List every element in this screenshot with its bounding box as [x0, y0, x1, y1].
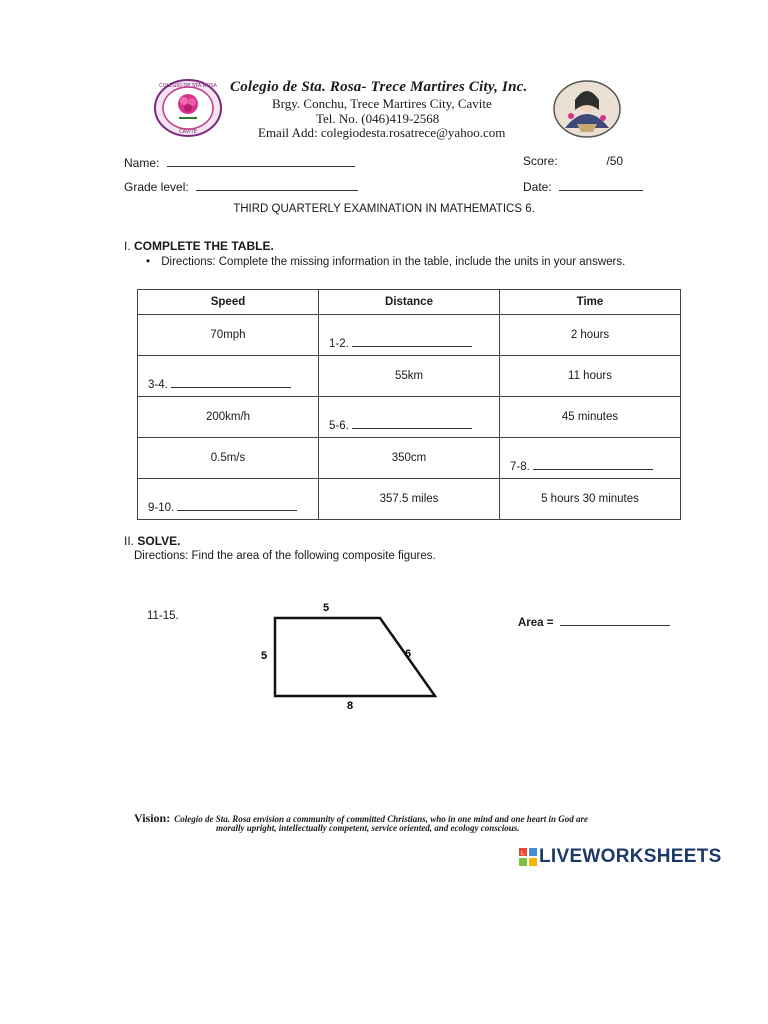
item-label: 7-8.: [510, 461, 530, 473]
item-label: 3-4.: [148, 379, 168, 391]
table-row: [138, 438, 681, 479]
cell-time-3: 45 minutes: [500, 397, 681, 438]
problem-number: 11-15.: [147, 610, 179, 622]
liveworksheets-logo-icon: [519, 848, 537, 866]
vision-line1: Colegio de Sta. Rosa envision a community of committed Christians, who in one mind and one heart in God are: [174, 814, 589, 824]
label-slant: 6: [405, 648, 412, 660]
section1-number: I.: [124, 239, 131, 253]
cell-time-2: 11 hours: [500, 356, 681, 397]
date-field: [523, 178, 643, 194]
school-email: Email Add: colegiodesta.rosatrece@yahoo.com: [258, 125, 506, 140]
cell-speed-5: [138, 479, 319, 520]
cell-distance-2: 55km: [319, 356, 500, 397]
section2-heading: [124, 534, 180, 548]
logo-text-top: COLEGIO DE STA ROSA: [159, 83, 217, 89]
table-row: [138, 315, 681, 356]
cell-speed-2: [138, 356, 319, 397]
cell-speed-3: 200km/h: [138, 397, 319, 438]
cell-speed-4: 0.5m/s: [138, 438, 319, 479]
header-time: Time: [500, 290, 681, 315]
label-left: 5: [261, 650, 268, 662]
bullet-icon: •: [146, 256, 151, 268]
vision-line2: morally upright, intellectually competent, service oriented, and ecology conscious.: [216, 823, 520, 833]
header-distance: Distance: [319, 290, 500, 315]
exam-title: THIRD QUARTERLY EXAMINATION IN MATHEMATICS 6.: [233, 203, 535, 215]
item-label: 5-6.: [329, 420, 349, 432]
table-row: [138, 356, 681, 397]
school-telephone: Tel. No. (046)419-2568: [316, 111, 440, 126]
table-row: [138, 479, 681, 520]
score-label: Score:: [523, 154, 558, 168]
school-address: Brgy. Conchu, Trece Martires City, Cavite: [272, 96, 492, 111]
section2-directions: Directions: Find the area of the following composite figures.: [134, 550, 436, 562]
score-total: /50: [606, 154, 624, 168]
name-field: [124, 154, 355, 170]
speed-distance-time-table: [137, 289, 681, 520]
cell-distance-5: 357.5 miles: [319, 479, 500, 520]
liveworksheets-brand: LIVEWORKSHEETS: [539, 846, 722, 867]
section1-title: COMPLETE THE TABLE.: [134, 239, 274, 253]
grade-level-label: Grade level:: [124, 180, 189, 194]
section2-title: SOLVE.: [137, 534, 181, 548]
item-label: 9-10.: [148, 502, 175, 514]
school-name: Colegio de Sta. Rosa- Trece Martires City, Inc.: [230, 79, 528, 95]
area-label: Area =: [518, 617, 554, 629]
label-top: 5: [323, 602, 330, 614]
trapezoid-figure: [255, 598, 445, 713]
item-label: 1-2.: [329, 338, 349, 350]
section1-heading: [124, 239, 274, 253]
cell-distance-1: [319, 315, 500, 356]
table-header-row: [138, 290, 681, 315]
grade-level-input-line[interactable]: [196, 178, 358, 191]
score-field: [523, 154, 623, 168]
logo-text-bottom: CAVITE: [179, 129, 197, 135]
section2-number: II.: [124, 534, 135, 548]
cell-time-4: [500, 438, 681, 479]
answer-line-7-8[interactable]: [533, 457, 653, 470]
cell-distance-3: [319, 397, 500, 438]
section1-directions: [146, 256, 625, 268]
answer-line-1-2[interactable]: [352, 334, 472, 347]
section1-directions-text: Directions: Complete the missing information in the table, include the units in your answers.: [161, 256, 626, 268]
grade-level-field: [124, 178, 358, 194]
cell-time-5: 5 hours 30 minutes: [500, 479, 681, 520]
answer-line-3-4[interactable]: [171, 375, 291, 388]
area-answer: [518, 613, 670, 629]
school-logo: [153, 78, 223, 138]
date-label: Date:: [523, 180, 552, 194]
area-answer-line[interactable]: [560, 613, 670, 626]
name-input-line[interactable]: [167, 154, 355, 167]
badge-letters: L: [521, 850, 525, 857]
table-row: [138, 397, 681, 438]
date-input-line[interactable]: [559, 178, 643, 191]
vision-label: Vision:: [134, 811, 171, 825]
cell-time-1: 2 hours: [500, 315, 681, 356]
label-bottom: 8: [347, 700, 354, 712]
answer-line-5-6[interactable]: [352, 416, 472, 429]
name-label: Name:: [124, 156, 160, 170]
cell-distance-4: 350cm: [319, 438, 500, 479]
answer-line-9-10[interactable]: [177, 498, 297, 511]
patron-saint-image: [553, 80, 621, 138]
header-speed: Speed: [138, 290, 319, 315]
cell-speed-1: 70mph: [138, 315, 319, 356]
